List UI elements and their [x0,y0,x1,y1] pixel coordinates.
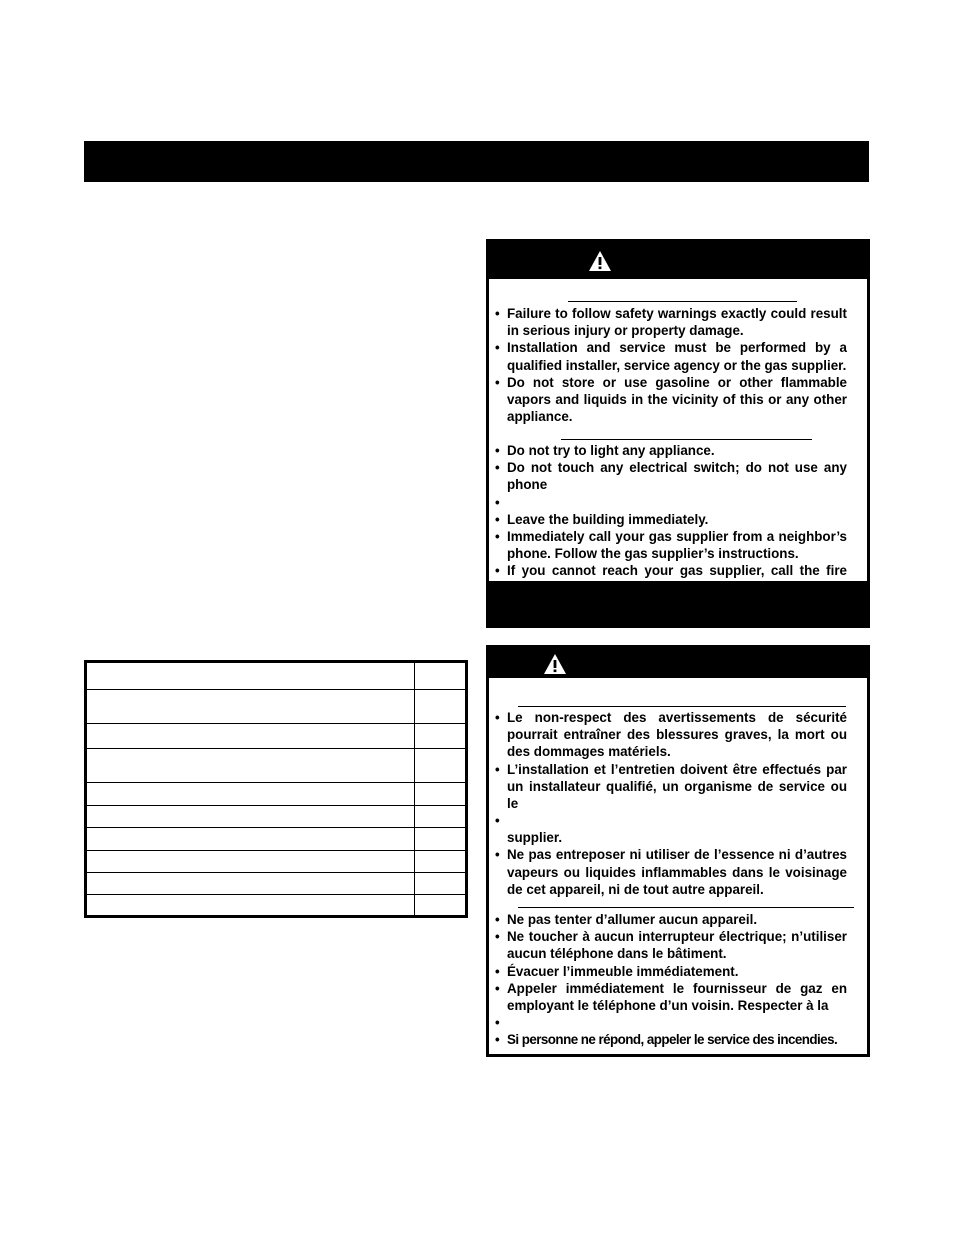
warning-header [489,242,867,279]
table-row [86,873,467,895]
list-item: • Ne pas entreposer ni utiliser de l’essence ni d’autres vapeurs ou liquides inflammables dans le voisinage de cet appareil, ni de tout autre appareil. [489,846,847,898]
page-cell [415,851,467,873]
list-item: • Ne pas tenter d’allumer aucun appareil. [489,911,847,928]
warning-footer [489,581,867,625]
page-cell [415,895,467,917]
list-gap [489,812,847,829]
warning-box-english [486,239,870,628]
list-item-continuation: supplier. [507,830,563,846]
table-cell [86,662,415,690]
list-item: • Do not touch any electrical switch; do not use any phone [489,459,847,493]
list-item: • If you cannot reach your gas supplier, call the fire [489,562,847,596]
warning-triangle-icon [543,653,567,675]
heading-underline [561,439,812,440]
list-item: • Appeler immédiatement le fournisseur de gaz en employant le téléphone d’un voisin. Respecter à la [489,980,847,1014]
list-item: • Le non-respect des avertissements de sécurité pourrait entraîner des blessures graves, la mort ou des dommages matériels. [489,709,847,761]
list-item: • Do not try to light any appliance. [489,442,847,459]
list-item: • Failure to follow safety warnings exactly could result in serious injury or property damage. [489,305,847,339]
warning-box-french [486,645,870,1057]
list-item: • Évacuer l’immeuble immédiatement. [489,963,847,980]
list-item: • Ne toucher à aucun interrupteur électrique; n’utiliser aucun téléphone dans le bâtiment. [489,928,847,962]
table-row [86,690,467,724]
warning-list-primary [489,305,847,425]
list-gap [489,1014,847,1031]
list-item: • Installation and service must be performed by a qualified installer, service agency or the gas supplier. [489,339,847,373]
heading-underline [518,907,854,908]
table-row [86,828,467,851]
table-cell [86,895,415,917]
list-item: • Leave the building immediately. [489,511,847,528]
table-row [86,895,467,917]
warning-list-gas-leak [489,911,847,1048]
table-row [86,851,467,873]
page-cell [415,873,467,895]
page-cell [415,662,467,690]
page-cell [415,724,467,749]
warning-list-gas-leak [489,442,847,597]
page-cell [415,783,467,806]
table-row [86,806,467,828]
table-cell [86,724,415,749]
page-cell [415,749,467,783]
table-row [86,724,467,749]
page-cell [415,806,467,828]
list-item: • Immediately call your gas supplier from a neighbor’s phone. Follow the gas supplier’s instructions. [489,528,847,562]
warning-triangle-icon [588,250,612,272]
page-cell [415,690,467,724]
table-row [86,662,467,690]
warning-list-primary [489,709,847,898]
table-cell [86,873,415,895]
table-row [86,749,467,783]
table-cell [86,851,415,873]
heading-underline [568,301,797,302]
table-cell [86,828,415,851]
list-item: • Si personne ne répond, appeler le service des incendies. [489,1031,847,1048]
heading-underline [518,706,846,707]
page-cell [415,828,467,851]
table-cell [86,690,415,724]
title-bar [84,141,869,182]
table-cell [86,749,415,783]
contents-table [84,660,468,918]
table-cell [86,783,415,806]
list-gap [489,494,847,511]
table-row [86,783,467,806]
table-cell [86,806,415,828]
list-item: • Do not store or use gasoline or other flammable vapors and liquids in the vicinity of this or any other appliance. [489,374,847,426]
warning-header [489,648,867,678]
list-item: • L’installation et l’entretien doivent être effectués par un installateur qualifié, un organisme de service ou le [489,761,847,813]
